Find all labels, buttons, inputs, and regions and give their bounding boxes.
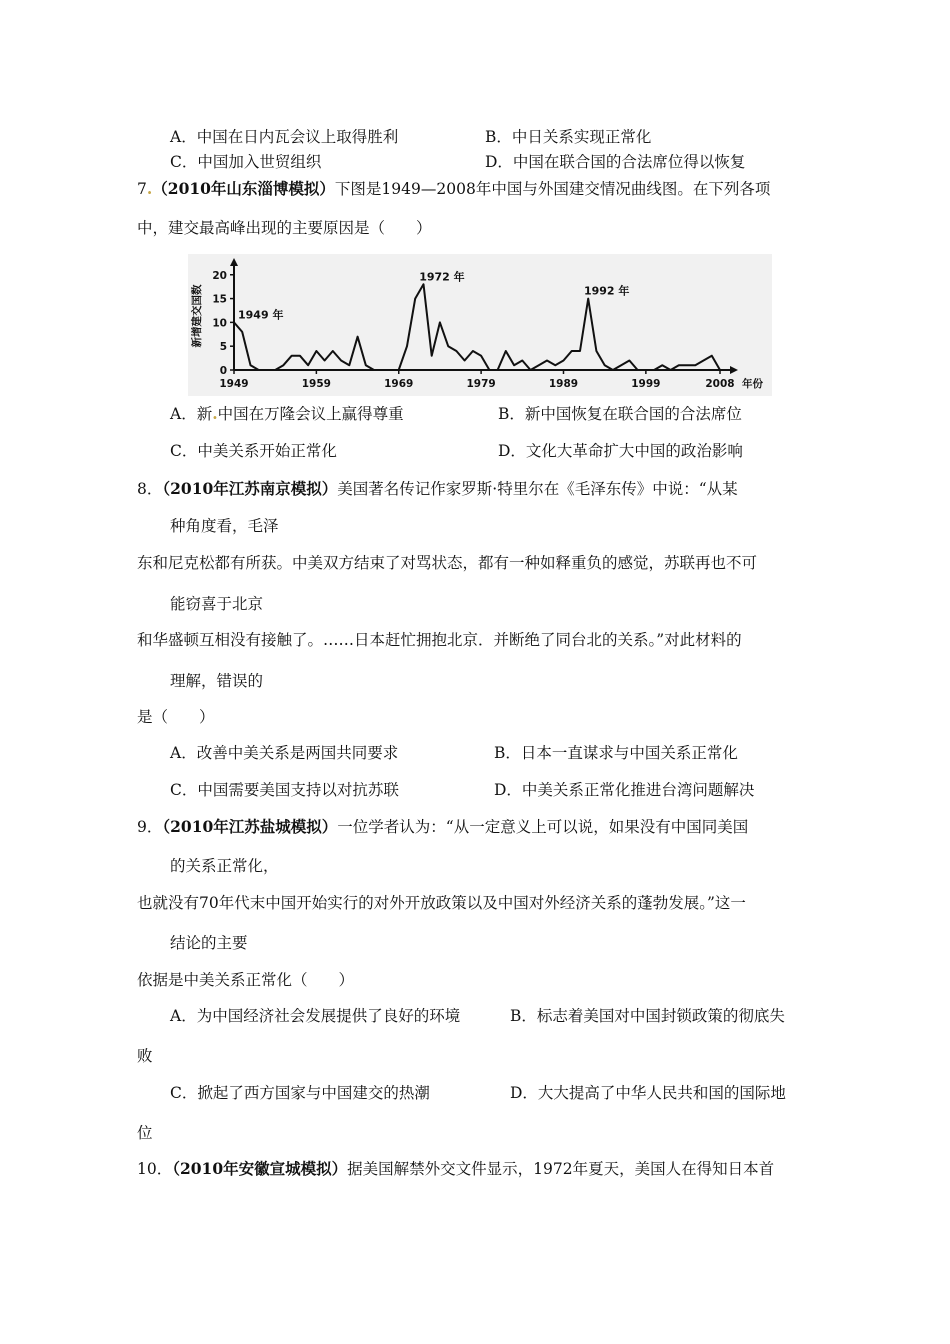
q7-source: （2010年山东淄博模拟） bbox=[152, 179, 335, 198]
q9-stem-line-3: 也就没有70年代末中国开始实行的对外开放政策以及中国对外经济关系的蓬勃发展。”这一 bbox=[137, 894, 746, 912]
y-tick-label: 20 bbox=[212, 269, 227, 282]
peak-annotation: 1949 年 bbox=[238, 308, 284, 322]
y-tick-label: 10 bbox=[212, 317, 227, 330]
q9-stem-line-2: 的关系正常化， bbox=[170, 857, 279, 875]
x-tick-label: 1969 bbox=[384, 378, 414, 390]
q6-option-a: A．中国在日内瓦会议上取得胜利 bbox=[170, 128, 399, 146]
x-tick-label: 1979 bbox=[466, 378, 496, 390]
q9-option-d: D．大大提高了中华人民共和国的国际地 bbox=[510, 1084, 786, 1102]
q8-option-a: A．改善中美关系是两国共同要求 bbox=[170, 744, 399, 762]
q9-option-c: C．掀起了西方国家与中国建交的热潮 bbox=[170, 1084, 430, 1102]
q7-stem-line-1 bbox=[137, 179, 770, 199]
q9-option-a: A．为中国经济社会发展提供了良好的环境 bbox=[170, 1007, 461, 1025]
q9-option-d-cont: 位 bbox=[137, 1124, 153, 1142]
q10-source: （2010年安徽宣城模拟） bbox=[172, 1159, 348, 1178]
q9-stem-line-1: 9．（2010年江苏盐城模拟）一位学者认为：“从一定意义上可以说，如果没有中国同美国 bbox=[137, 817, 749, 836]
x-tick-label: 1999 bbox=[631, 378, 661, 390]
q8-option-d: D．中美关系正常化推进台湾问题解决 bbox=[494, 781, 755, 799]
x-tick-label: 1959 bbox=[301, 378, 331, 390]
q7-option-c: C．中美关系开始正常化 bbox=[170, 442, 337, 460]
q9-option-b: B．标志着美国对中国封锁政策的彻底失 bbox=[510, 1007, 785, 1025]
q8-stem-line-6: 理解，错误的 bbox=[170, 672, 264, 690]
q7-option-d: D．文化大革命扩大中国的政治影响 bbox=[498, 442, 743, 460]
q7-option-b: B．新中国恢复在联合国的合法席位 bbox=[498, 405, 742, 423]
q9-option-b-cont: 败 bbox=[137, 1047, 153, 1065]
peak-annotation: 1972 年 bbox=[419, 270, 465, 284]
q8-stem-line-7: 是（ ） bbox=[137, 708, 215, 726]
q7-number: 7 bbox=[137, 180, 147, 198]
x-tick-label: 2008 bbox=[705, 378, 735, 390]
q8-option-b: B．日本一直谋求与中国关系正常化 bbox=[494, 744, 738, 762]
y-tick-label: 15 bbox=[212, 293, 227, 306]
x-tick-label: 1949 bbox=[219, 378, 249, 390]
q7-option-a: A．新.中国在万隆会议上赢得尊重 bbox=[170, 404, 404, 423]
q8-option-c: C．中国需要美国支持以对抗苏联 bbox=[170, 781, 399, 799]
q8-stem-line-1: 8．（2010年江苏南京模拟）美国著名传记作家罗斯·特里尔在《毛泽东传》中说：“从某 bbox=[137, 479, 738, 498]
q9-stem-line-5: 依据是中美关系正常化（ ） bbox=[137, 971, 355, 989]
marker-dot-icon: . bbox=[146, 179, 153, 198]
q9-source: （2010年江苏盐城模拟） bbox=[162, 817, 338, 836]
q10-stem-line-1: 10．（2010年安徽宣城模拟）据美国解禁外交文件显示，1972年夏天，美国人在得知日本首 bbox=[137, 1159, 775, 1178]
chart-background bbox=[188, 254, 772, 396]
q10-number: 10． bbox=[137, 1160, 173, 1178]
q7-stem-text: 下图是1949—2008年中国与外国建交情况曲线图。在下列各项 bbox=[334, 180, 771, 198]
q6-option-d: D．中国在联合国的合法席位得以恢复 bbox=[485, 153, 746, 171]
q6-option-b: B．中日关系实现正常化 bbox=[485, 128, 652, 146]
marker-dot-icon: . bbox=[212, 404, 218, 423]
q8-source: （2010年江苏南京模拟） bbox=[162, 479, 338, 498]
y-tick-label: 0 bbox=[219, 365, 227, 377]
y-tick-label: 5 bbox=[219, 341, 227, 354]
q8-stem-line-5: 和华盛顿互相没有接触了。……日本赶忙拥抱北京．并断绝了同台北的关系。”对此材料的 bbox=[137, 631, 742, 649]
q6-option-c: C．中国加入世贸组织 bbox=[170, 153, 322, 171]
q8-stem-line-2: 种角度看，毛泽 bbox=[170, 517, 279, 535]
peak-annotation: 1992 年 bbox=[583, 284, 630, 298]
q8-stem-line-4: 能窃喜于北京 bbox=[170, 595, 264, 613]
diplomatic-relations-chart bbox=[188, 254, 772, 396]
x-axis-label: 年份 bbox=[742, 378, 763, 390]
q8-stem-line-3: 东和尼克松都有所获。中美双方结束了对骂状态，都有一种如释重负的感觉，苏联再也不可 bbox=[137, 554, 758, 572]
q9-number: 9． bbox=[137, 818, 163, 836]
q8-number: 8． bbox=[137, 480, 163, 498]
y-axis-label: 新增建交国数 bbox=[191, 284, 203, 348]
q7-stem-line-2: 中，建交最高峰出现的主要原因是（ ） bbox=[137, 219, 432, 237]
x-tick-label: 1989 bbox=[548, 378, 579, 390]
q9-stem-line-4: 结论的主要 bbox=[170, 934, 248, 952]
